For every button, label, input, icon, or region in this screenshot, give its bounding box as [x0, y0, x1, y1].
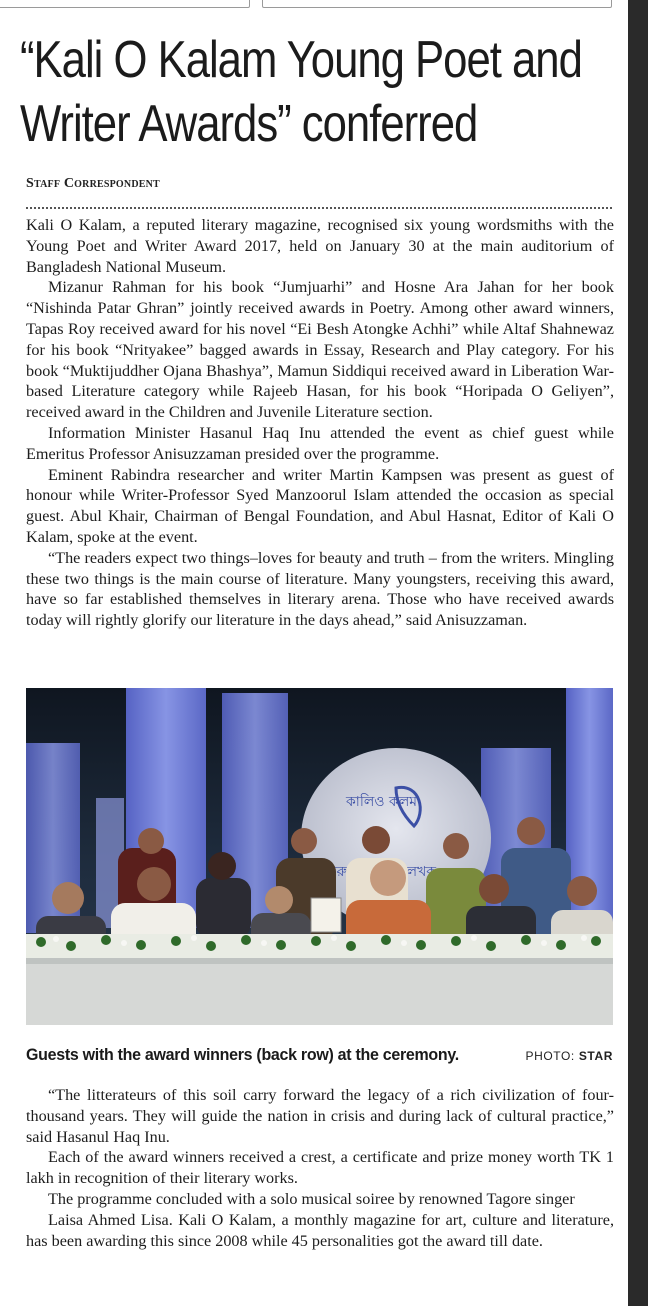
paragraph: “The litterateurs of this soil carry forward the legacy of a rich civilization of four-thousand years. They will guide the nation in crisis and during lack of cultural practice,” said Hasanul Haq Inu. [26, 1086, 614, 1146]
top-frame-right [262, 0, 612, 8]
ceremony-photo [26, 688, 613, 1025]
photo-credit [525, 1049, 613, 1063]
top-frame-left [0, 0, 250, 8]
photo-credit-source: STAR [578, 1049, 613, 1063]
paragraph: Eminent Rabindra researcher and writer Martin Kampsen was present as guest of honour while Writer-Professor Syed Manzoorul Islam attended the occasion as special guest. Abul Khair, Chairman of Bengal Foundation, and Abul Hasnat, Editor of Kali O Kalam, spoke at the event. [26, 465, 614, 546]
paragraph: Mizanur Rahman for his book “Jumjuarhi” and Hosne Ara Jahan for her book “Nishinda Patar Ghran” jointly received awards in Poetry. Among other award winners, Tapas Roy received award for his novel “Ei Besh Atongke Achhi” while Altaf Shahnewaz for his book “Nrityakee” bagged awards in Essay, Research and Play category. For his book “Muktijuddher Ojana Bhashya”, Mamun Siddiqui received award in Liberation War-based Literature category while Rajeeb Hasan, for his book “Horipada O Geliyen”, received award in the Children and Juvenile Literature section. [26, 278, 614, 422]
paragraph: “The readers expect two things–loves for beauty and truth – from the writers. Mingling these two things is the main course of literature. Many youngsters, receiving this award, have so far established themselves in literary arena. Those who have received awards today will rightly glorify our literature in the days ahead,” said Anisuzzaman. [26, 548, 614, 630]
paragraph: Information Minister Hasanul Haq Inu attended the event as chief guest while Emeritus Professor Anisuzzaman presided over the programme. [26, 423, 614, 463]
headline-line-1: “Kali O Kalam Young Poet and [20, 31, 582, 89]
logo-text-bottom: তরুণ লেখক [326, 864, 437, 880]
headline [20, 28, 582, 156]
photo-caption: Guests with the award winners (back row) at the ceremony. [26, 1045, 459, 1064]
byline: Staff Correspondent [26, 176, 160, 191]
page-edge-shadow [628, 0, 648, 1306]
article-body-top [26, 215, 614, 631]
paragraph: Laisa Ahmed Lisa. Kali O Kalam, a monthly magazine for art, culture and literature, has been awarding this since 2008 while 45 personalities got the award till date. [26, 1210, 614, 1250]
headline-line-2: Writer Awards” conferred [20, 95, 478, 153]
dotted-divider [26, 207, 612, 209]
paragraph: The programme concluded with a solo musical soiree by renowned Tagore singer [48, 1189, 575, 1208]
logo-text-top: কালিও কলম [346, 794, 418, 810]
article-body-bottom [26, 1085, 614, 1251]
photo-credit-label: PHOTO: [525, 1049, 575, 1063]
paragraph: Kali O Kalam, a reputed literary magazine, recognised six young wordsmiths with the Young Poet and Writer Award 2017, held on January 30 at the main auditorium of Bangladesh National Museum. [26, 216, 614, 276]
paragraph: Each of the award winners received a crest, a certificate and prize money worth TK 1 lakh in recognition of their literary works. [26, 1148, 614, 1188]
